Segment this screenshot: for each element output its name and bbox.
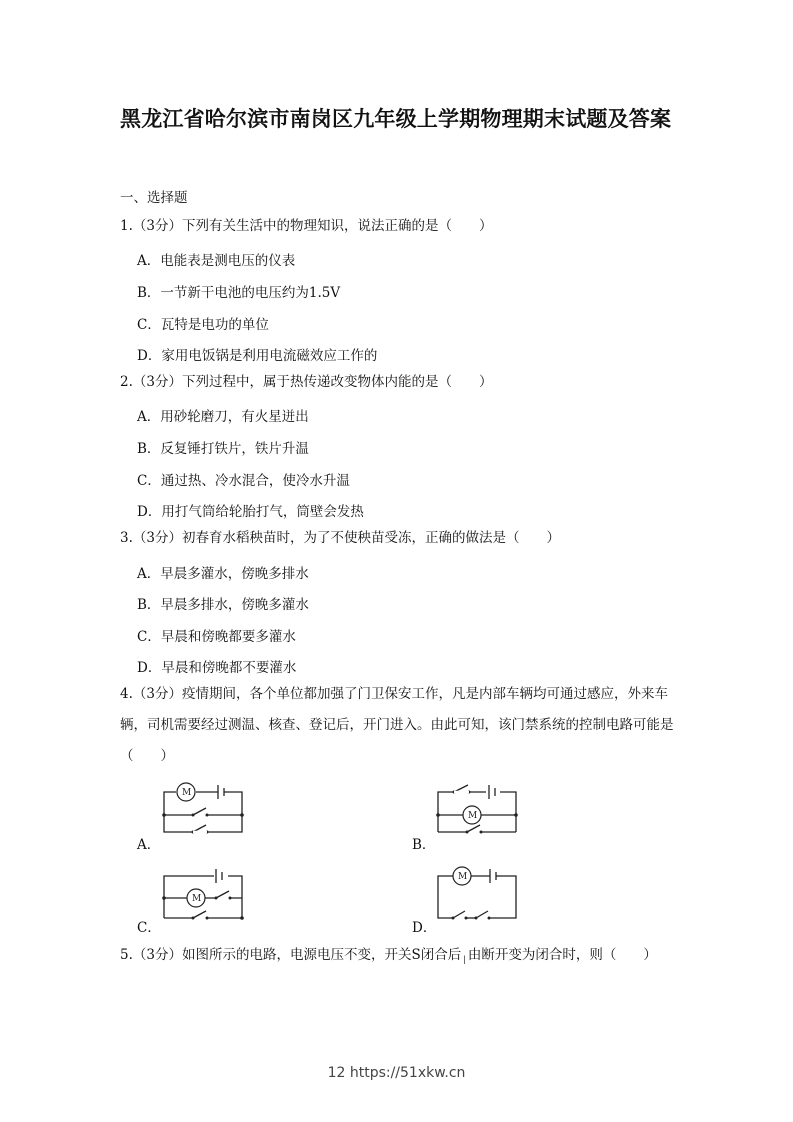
- question-3-option-a: A．早晨多灌水，傍晚多排水: [137, 566, 309, 582]
- page-title: 黑龙江省哈尔滨市南岗区九年级上学期物理期末试题及答案: [120, 107, 672, 131]
- subscript-mark: |: [463, 955, 466, 964]
- svg-text:M: M: [458, 872, 468, 882]
- svg-text:M: M: [468, 811, 478, 821]
- question-2-option-c: C．通过热、冷水混合，使冷水升温: [137, 473, 350, 489]
- question-1-option-b: B．一节新干电池的电压约为1.5V: [137, 285, 341, 301]
- question-4-stem: 4.（3分）疫情期间，各个单位都加强了门卫保安工作，凡是内部车辆均可通过感应，外来车辆，司机需要经过测温、核查、登记后，开门进入。由此可知，该门禁系统的控制电路可能是（ ）: [120, 686, 674, 764]
- question-2-option-d: D．用打气筒给轮胎打气，筒壁会发热: [137, 504, 364, 520]
- question-5-stem: [120, 940, 680, 975]
- question-1-option-d: D．家用电饭锅是利用电流磁效应工作的: [137, 348, 378, 364]
- question-2-option-b: B．反复锤打铁片，铁片升温: [137, 441, 309, 457]
- question-2-stem: 2.（3分）下列过程中，属于热传递改变物体内能的是（ ）: [120, 374, 493, 390]
- circuit-diagram-b: [434, 780, 520, 840]
- question-3-option-c: C．早晨和傍晚都要多灌水: [137, 629, 296, 645]
- circuit-b-label: B．: [412, 837, 436, 853]
- question-1-stem: 1.（3分）下列有关生活中的物理知识，说法正确的是（ ）: [120, 218, 493, 234]
- circuit-c-label: C．: [137, 920, 161, 936]
- circuit-diagram-a: [160, 780, 244, 840]
- question-1-option-c: C．瓦特是电功的单位: [137, 317, 269, 333]
- circuit-a-label: A．: [137, 837, 161, 853]
- circuit-diagram-d: [434, 866, 520, 926]
- circuit-diagram-c: [160, 866, 244, 926]
- section-heading: 一、选择题: [120, 190, 188, 206]
- question-3-option-d: D．早晨和傍晚都不要灌水: [137, 660, 297, 676]
- question-5-stem-tail: 由断开变为闭合时，则（ ）: [467, 947, 657, 963]
- page-footer: 12 https://51xkw.cn: [327, 1065, 466, 1081]
- question-1-option-a: A．电能表是测电压的仪表: [137, 253, 296, 269]
- question-2-option-a: A．用砂轮磨刀，有火星迸出: [137, 409, 309, 425]
- question-3-stem: 3.（3分）初春育水稻秧苗时，为了不使秧苗受冻，正确的做法是（ ）: [120, 530, 560, 546]
- svg-text:M: M: [192, 894, 202, 904]
- motor-label: M: [182, 788, 192, 798]
- question-5-stem-lead: 5.（3分）如图所示的电路，电源电压不变，开关S闭合后: [120, 947, 462, 963]
- question-3-option-b: B．早晨多排水，傍晚多灌水: [137, 597, 309, 613]
- circuit-d-label: D．: [412, 920, 437, 936]
